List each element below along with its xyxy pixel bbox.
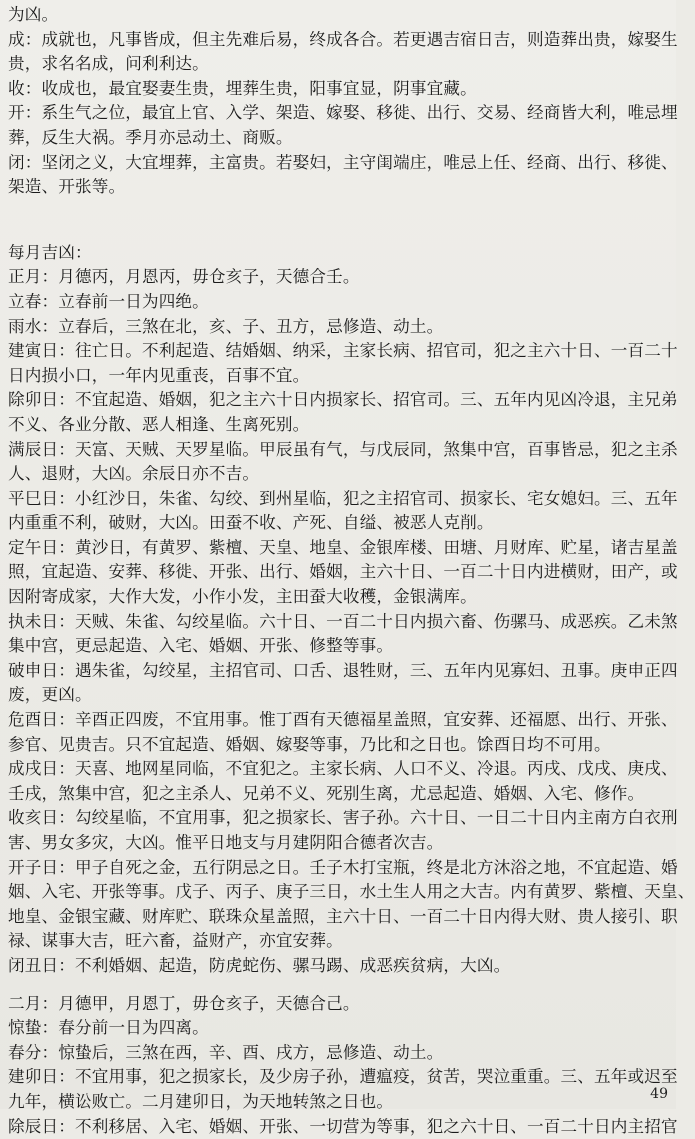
text-line: 建卯日：不宜用事，犯之损家长，及少房子孙，遭瘟疫，贫苦，哭泣重重。三、五年或迟至 xyxy=(8,1067,678,1087)
text-line: 收：收成也，最宜娶妻生贵，埋葬生贵，阳事宜显，阴事宜藏。 xyxy=(8,78,477,98)
text-line: 参官、见贵吉。只不宜起造、婚姻、嫁娶等事，乃比和之日也。馀酉日均不可用。 xyxy=(8,734,611,754)
section-day-officers xyxy=(8,3,678,200)
page-number: 49 xyxy=(650,1086,668,1102)
text-line: 二月：月德甲，月恩丁，毋仓亥子，天德合己。 xyxy=(8,993,360,1013)
section-second-month xyxy=(8,992,678,1139)
text-line: 收亥日：勾绞星临，不宜用事，犯之损家长、害子孙。六十日、一日二十日内主南方白衣刑 xyxy=(8,808,678,828)
text-line: 害、男女多灾，大凶。惟平日地支与月建阴阳合德者次吉。 xyxy=(8,833,444,852)
text-line: 正月：月德丙，月恩丙，毋仓亥子，天德合壬。 xyxy=(8,267,360,287)
text-line: 九年，横讼败亡。二月建卯日，为天地转煞之日也。 xyxy=(8,1091,394,1111)
text-line: 照，宜起造、安葬、移徙、开张、出行、婚姻，主六十日、一百二十日内进横财，田产，或 xyxy=(8,562,678,582)
text-line: 除卯日：不宜起造、婚姻，犯之主六十日内损家长、招官司。三、五年内见凶冷退，主兄弟 xyxy=(8,390,678,410)
text-line: 贵，求名名成，问利利达。 xyxy=(8,54,209,74)
paragraph-gap xyxy=(8,200,672,241)
text-line: 危酉日：辛酉正四废，不宜用事。惟丁酉有天德福星盖照，宜安葬、还福愿、出行、开张、 xyxy=(8,710,678,730)
text-line: 葬，反生大祸。季月亦忌动土、商贩。 xyxy=(8,127,293,147)
text-line: 禄、谋事大吉，旺六畜，益财产，亦宜安葬。 xyxy=(8,931,343,951)
text-line: 破申日：遇朱雀，勾绞星，主招官司、口舌、退牲财，三、五年内见寡妇、丑事。庚申正四 xyxy=(8,660,678,680)
text-line: 执未日：天贼、朱雀、勾绞星临。六十日、一百二十日内损六畜、伤骡马、成恶疾。乙未煞 xyxy=(8,611,678,631)
text-line: 雨水：立春后，三煞在北，亥、子、丑方，忌修造、动土。 xyxy=(8,316,444,336)
text-line: 为凶。 xyxy=(8,5,59,24)
text-line: 除辰日：不利移居、入宅、婚姻、开张、一切营为等事，犯之六十日、一百二十日内主招官 xyxy=(8,1116,678,1136)
text-line: 开子日：甲子自死之金，五行阴忌之日。壬子木打宝瓶，终是北方沐浴之地，不宜起造、婚 xyxy=(8,857,678,877)
text-line: 成：成就也，凡事皆成，但主先难后易，终成各合。若更遇吉宿日吉，则造葬出贵，嫁娶生 xyxy=(8,29,678,49)
text-line: 人、退财，大凶。余辰日亦不吉。 xyxy=(8,464,260,484)
text-line: 日内损小口，一年内见重丧，百事不宜。 xyxy=(8,365,310,385)
text-line: 架造、开张等。 xyxy=(8,177,126,197)
text-line: 满辰日：天富、天贼、天罗星临。甲辰虽有气，与戊辰同，煞集中宫，百事皆忌，犯之主杀 xyxy=(8,439,678,459)
text-line: 建寅日：往亡日。不利起造、结婚姻、纳采，主家长病、招官司，犯之主六十日、一百二十 xyxy=(8,341,678,361)
text-line: 立春：立春前一日为四绝。 xyxy=(8,291,209,311)
text-line: 废，更凶。 xyxy=(8,685,92,705)
text-line: 内重重不利，破财，大凶。田蚕不收、产死、自缢、被恶人克削。 xyxy=(8,513,494,533)
text-line: 定午日：黄沙日，有黄罗、紫檀、天皇、地皇、金银库楼、田塘、月财库、贮星，诸吉星盖 xyxy=(8,537,678,557)
text-line: 集中宫，更忌起造、入宅、婚姻、开张、修整等事。 xyxy=(8,636,394,656)
text-line: 惊蛰：春分前一日为四离。 xyxy=(8,1018,209,1038)
page-text xyxy=(8,3,695,1139)
text-line: 壬戌，煞集中宫，犯之主杀人、兄弟不义、死别生离，尤忌起造、婚姻、入宅、修作。 xyxy=(8,783,645,803)
text-line: 平巳日：小红沙日，朱雀、勾绞、到州星临，犯之主招官司、损家长、宅女媳妇。三、五年 xyxy=(8,488,678,508)
text-line: 姻、入宅、开张等事。戊子、丙子、庚子三日，水土生人用之大吉。内有黄罗、紫檀、天皇、 xyxy=(8,882,695,902)
section-first-month xyxy=(8,241,695,979)
text-line: 开：系生气之位，最宜上官、入学、架造、嫁娶、移徙、出行、交易、经商皆大利，唯忌埋 xyxy=(8,103,678,123)
text-line: 因附寄成家，大作大发，小作小发，主田蚕大收穫，金银满库。 xyxy=(8,587,477,607)
text-line: 闭：坚闭之义，大宜埋葬，主富贵。若娶妇，主守闺端庄，唯忌上任、经商、出行、移徙、 xyxy=(8,152,678,172)
text-line: 地皇、金银宝藏、财库贮、联珠众星盖照，主六十日、一百二十日内得大财、贵人接引、职 xyxy=(8,906,678,926)
section-heading: 每月吉凶： xyxy=(8,242,92,262)
text-line: 不义、各业分散、恶人相逢、生离死别。 xyxy=(8,414,310,434)
text-line: 闭丑日：不利婚姻、起造，防虎蛇伤、骡马踢、成恶疾贫病，大凶。 xyxy=(8,955,511,975)
text-line: 成戌日：天喜、地网星同临，不宜犯之。主家长病、人口不义、冷退。丙戌、戊戌、庚戌、 xyxy=(8,759,678,779)
paragraph-gap xyxy=(8,979,672,992)
text-line: 春分：惊蛰后，三煞在西，辛、酉、戌方，忌修造、动土。 xyxy=(8,1042,444,1062)
